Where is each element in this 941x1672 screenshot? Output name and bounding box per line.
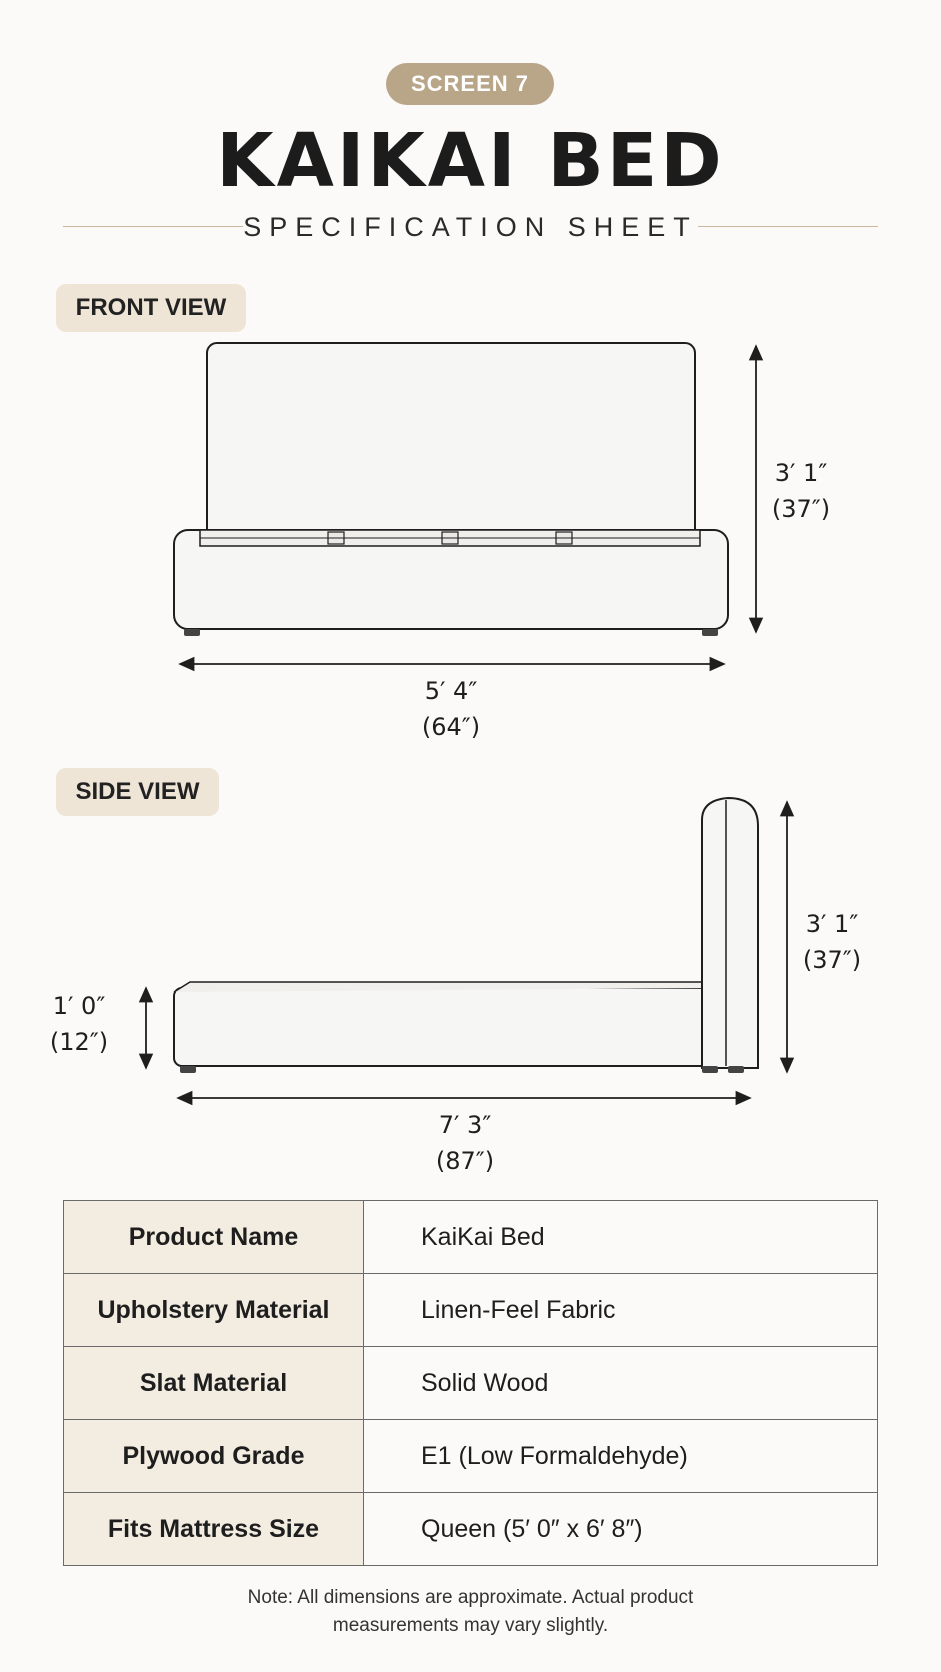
front-leg: [184, 629, 200, 636]
side-frame-height-in: (12″): [49, 1028, 109, 1056]
side-height-ft: 3′ 1″: [805, 910, 859, 938]
front-height-ft: 3′ 1″: [774, 459, 828, 487]
spec-key: Slat Material: [64, 1347, 364, 1420]
side-frame-height-ft: 1′ 0″: [52, 992, 106, 1020]
side-leg: [180, 1066, 196, 1073]
front-height-in: (37″): [771, 495, 831, 523]
spec-key: Upholstery Material: [64, 1274, 364, 1347]
footnote-line-2: measurements may vary slightly.: [332, 1615, 609, 1636]
front-width-in: (64″): [421, 713, 481, 741]
side-length-in: (87″): [435, 1147, 495, 1175]
side-leg: [702, 1066, 718, 1073]
table-row: [64, 1493, 878, 1566]
front-width-label: [396, 673, 506, 745]
side-view-drawing: [174, 798, 758, 1073]
spec-value: Queen (5′ 0″ x 6′ 8″): [364, 1493, 878, 1566]
front-view-label: FRONT VIEW: [56, 284, 246, 332]
side-length-ft: 7′ 3″: [438, 1111, 492, 1139]
spec-key: Fits Mattress Size: [64, 1493, 364, 1566]
front-headboard: [207, 343, 695, 543]
side-frame-height-label: [37, 988, 121, 1060]
footnote-line-1: Note: All dimensions are approximate. Actual product: [247, 1587, 694, 1608]
side-view-label: SIDE VIEW: [56, 768, 219, 816]
spec-value: KaiKai Bed: [364, 1201, 878, 1274]
screen-badge: SCREEN 7: [386, 63, 554, 105]
side-headboard: [702, 798, 758, 1068]
page-subtitle: SPECIFICATION SHEET: [243, 212, 698, 242]
front-leg: [702, 629, 718, 636]
spec-key: Plywood Grade: [64, 1420, 364, 1493]
table-row: [64, 1347, 878, 1420]
front-view-drawing: [174, 343, 728, 636]
table-row: [64, 1201, 878, 1274]
spec-table: [63, 1200, 878, 1566]
front-height-label: [746, 455, 856, 527]
side-leg: [728, 1066, 744, 1073]
side-height-in: (37″): [802, 946, 862, 974]
table-row: [64, 1274, 878, 1347]
spec-value: Solid Wood: [364, 1347, 878, 1420]
spec-value: E1 (Low Formaldehyde): [364, 1420, 878, 1493]
spec-key: Product Name: [64, 1201, 364, 1274]
spec-value: Linen-Feel Fabric: [364, 1274, 878, 1347]
side-height-label: [777, 906, 887, 978]
page-title: KAIKAI BED: [216, 118, 725, 204]
footnote: [0, 1584, 941, 1640]
side-length-label: [410, 1107, 520, 1179]
front-width-ft: 5′ 4″: [424, 677, 478, 705]
side-frame: [174, 988, 726, 1066]
table-row: [64, 1420, 878, 1493]
